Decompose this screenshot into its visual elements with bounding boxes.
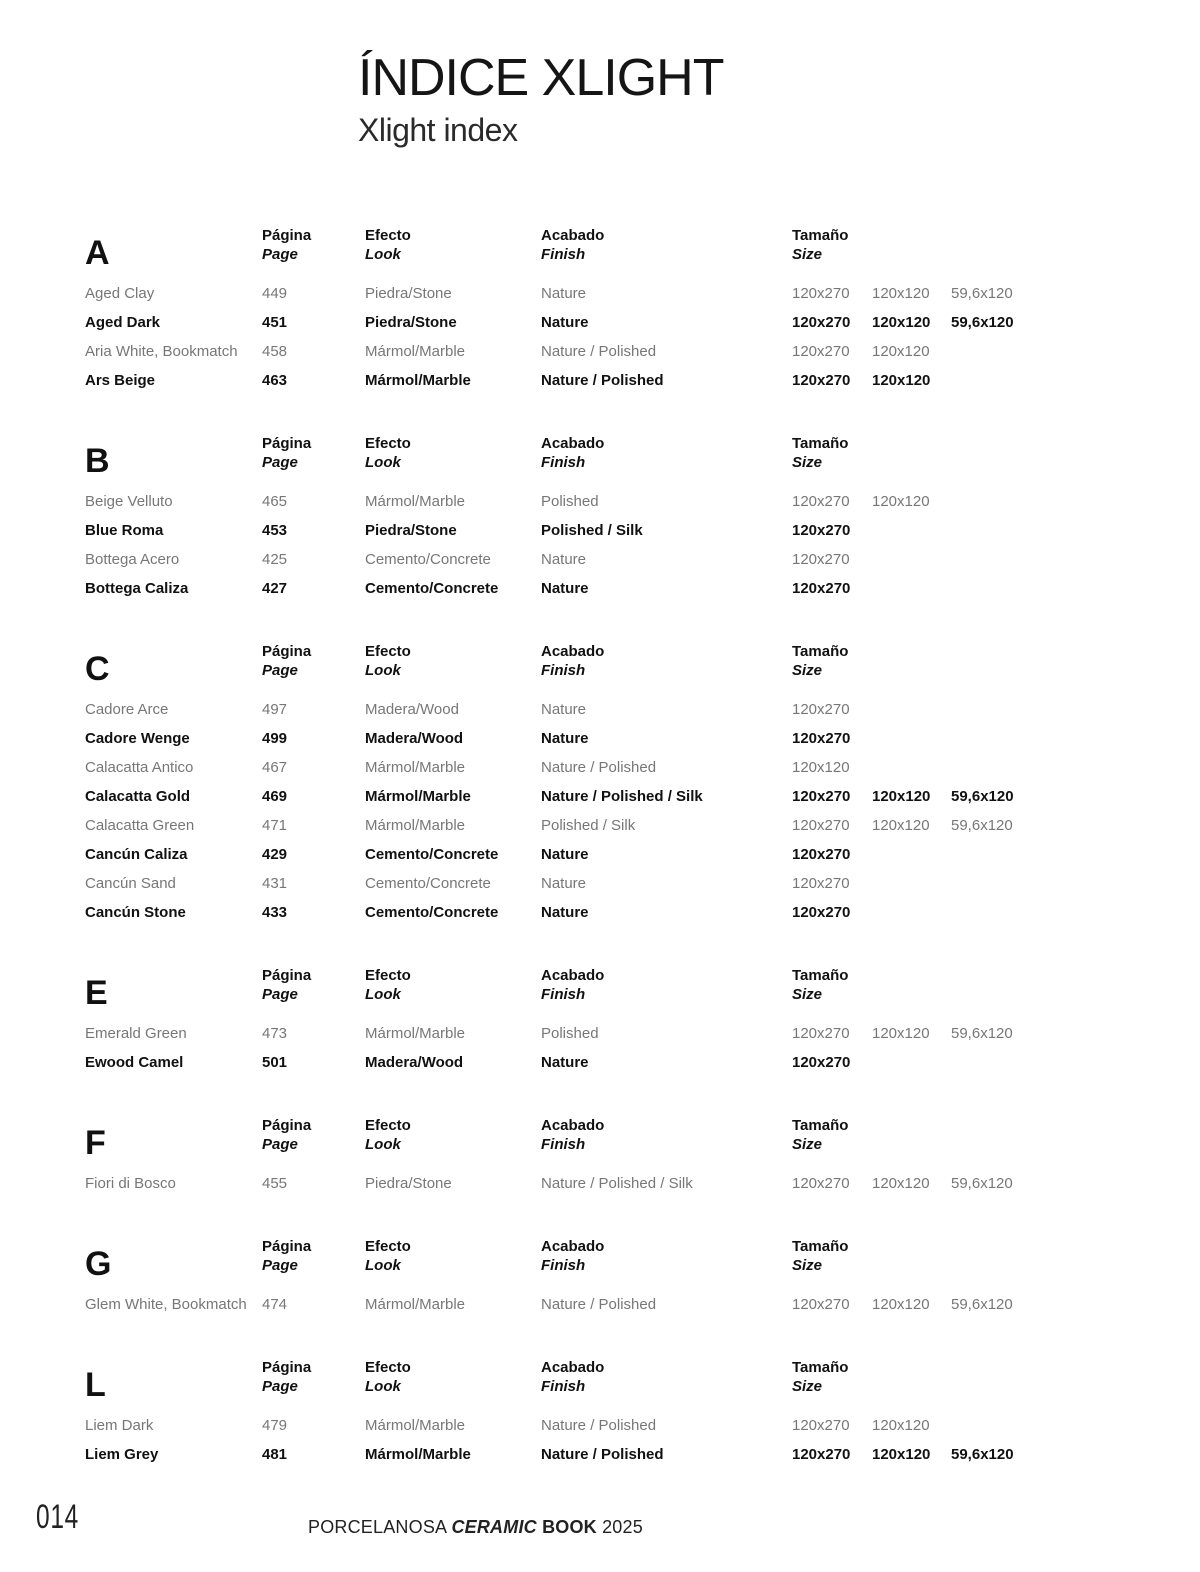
page-number-cell: 501 bbox=[262, 1054, 288, 1071]
table-row bbox=[85, 366, 1125, 395]
table-row bbox=[85, 753, 1125, 782]
table-row bbox=[85, 1048, 1125, 1077]
column-header-look bbox=[365, 1116, 411, 1154]
column-header-size bbox=[792, 642, 848, 680]
column-header-look bbox=[365, 1358, 411, 1396]
column-header-look bbox=[365, 966, 411, 1004]
page-number-cell: 481 bbox=[262, 1446, 288, 1463]
size-cell-1: 120x270 bbox=[792, 343, 850, 360]
finish-cell: Nature bbox=[541, 580, 589, 597]
column-header-page bbox=[262, 1237, 311, 1275]
size-cell-2: 120x120 bbox=[872, 1296, 930, 1313]
column-header-look-en: Look bbox=[365, 1136, 401, 1153]
size-cell-1: 120x270 bbox=[792, 580, 851, 597]
look-cell: Mármol/Marble bbox=[365, 788, 471, 805]
product-name: Aria White, Bookmatch bbox=[85, 343, 238, 360]
column-header-page-es: Página bbox=[262, 1238, 312, 1255]
page-number-cell: 497 bbox=[262, 701, 288, 718]
page-number-cell: 425 bbox=[262, 551, 288, 568]
size-cell-1: 120x270 bbox=[792, 1175, 850, 1192]
column-header-size-es: Tamaño bbox=[792, 1359, 849, 1376]
product-name: Liem Dark bbox=[85, 1417, 154, 1434]
size-cell-2: 120x120 bbox=[872, 493, 930, 510]
section-header bbox=[85, 1358, 1125, 1410]
size-cell-2: 120x120 bbox=[872, 343, 930, 360]
page-number-cell: 455 bbox=[262, 1175, 288, 1192]
column-header-page-en: Page bbox=[262, 986, 298, 1003]
table-row bbox=[85, 869, 1125, 898]
column-header-finish-en: Finish bbox=[541, 1257, 586, 1274]
page-number-cell: 433 bbox=[262, 904, 288, 921]
table-row bbox=[85, 1411, 1125, 1440]
size-cell-1: 120x270 bbox=[792, 522, 851, 539]
product-name: Aged Dark bbox=[85, 314, 161, 331]
index-section-e bbox=[85, 966, 1125, 1077]
title-block bbox=[358, 48, 724, 150]
column-header-look-en: Look bbox=[365, 662, 401, 679]
size-cell-2: 120x120 bbox=[872, 285, 930, 302]
table-row bbox=[85, 279, 1125, 308]
table-row bbox=[85, 1290, 1125, 1319]
look-cell: Cemento/Concrete bbox=[365, 580, 499, 597]
table-row bbox=[85, 487, 1125, 516]
column-header-size-es: Tamaño bbox=[792, 1238, 849, 1255]
product-name: Calacatta Antico bbox=[85, 759, 194, 776]
look-cell: Mármol/Marble bbox=[365, 343, 466, 360]
index-section-c bbox=[85, 642, 1125, 927]
section-letter: C bbox=[85, 650, 110, 688]
finish-cell: Nature bbox=[541, 551, 587, 568]
size-cell-1: 120x270 bbox=[792, 701, 850, 718]
product-name: Liem Grey bbox=[85, 1446, 159, 1463]
finish-cell: Nature bbox=[541, 904, 589, 921]
column-header-size-es: Tamaño bbox=[792, 967, 849, 984]
size-cell-3: 59,6x120 bbox=[951, 1446, 1014, 1463]
table-row bbox=[85, 695, 1125, 724]
column-header-finish-es: Acabado bbox=[541, 967, 605, 984]
finish-cell: Polished bbox=[541, 1025, 599, 1042]
size-cell-1: 120x270 bbox=[792, 1025, 850, 1042]
table-row bbox=[85, 898, 1125, 927]
column-header-finish-es: Acabado bbox=[541, 1117, 605, 1134]
section-letter: A bbox=[85, 234, 110, 272]
column-header-finish bbox=[541, 1358, 604, 1396]
section-header bbox=[85, 1237, 1125, 1289]
size-cell-2: 120x120 bbox=[872, 1175, 930, 1192]
column-header-page-es: Página bbox=[262, 1359, 312, 1376]
table-row bbox=[85, 1169, 1125, 1198]
column-header-page-en: Page bbox=[262, 1257, 298, 1274]
section-rows bbox=[85, 1169, 1125, 1198]
footer-brand-name: PORCELANOSA bbox=[308, 1517, 447, 1537]
product-name: Beige Velluto bbox=[85, 493, 173, 510]
column-header-page bbox=[262, 434, 311, 472]
column-header-finish-es: Acabado bbox=[541, 435, 605, 452]
table-row bbox=[85, 811, 1125, 840]
index-section-a bbox=[85, 226, 1125, 395]
column-header-finish-en: Finish bbox=[541, 1378, 586, 1395]
look-cell: Mármol/Marble bbox=[365, 493, 466, 510]
look-cell: Piedra/Stone bbox=[365, 314, 457, 331]
size-cell-1: 120x270 bbox=[792, 493, 850, 510]
column-header-page bbox=[262, 1358, 311, 1396]
column-header-finish-es: Acabado bbox=[541, 1359, 605, 1376]
page-number-cell: 469 bbox=[262, 788, 288, 805]
column-header-look-en: Look bbox=[365, 246, 401, 263]
page-number-cell: 449 bbox=[262, 285, 288, 302]
page-number-cell: 463 bbox=[262, 372, 288, 389]
look-cell: Cemento/Concrete bbox=[365, 904, 499, 921]
size-cell-3: 59,6x120 bbox=[951, 1175, 1013, 1192]
column-header-finish-en: Finish bbox=[541, 246, 586, 263]
section-letter: E bbox=[85, 974, 108, 1012]
footer-brand-ceramic: CERAMIC bbox=[451, 1517, 537, 1537]
column-header-page-en: Page bbox=[262, 1136, 298, 1153]
index-sections bbox=[85, 226, 1125, 1508]
finish-cell: Polished / Silk bbox=[541, 522, 643, 539]
section-header bbox=[85, 1116, 1125, 1168]
size-cell-1: 120x270 bbox=[792, 551, 850, 568]
product-name: Bottega Caliza bbox=[85, 580, 189, 597]
index-section-f bbox=[85, 1116, 1125, 1198]
column-header-look bbox=[365, 1237, 411, 1275]
page-number: 014 bbox=[36, 1498, 80, 1536]
column-header-finish-es: Acabado bbox=[541, 643, 605, 660]
finish-cell: Polished / Silk bbox=[541, 817, 636, 834]
product-name: Fiori di Bosco bbox=[85, 1175, 176, 1192]
look-cell: Piedra/Stone bbox=[365, 522, 457, 539]
look-cell: Madera/Wood bbox=[365, 1054, 464, 1071]
column-header-size-en: Size bbox=[792, 246, 823, 263]
column-header-look bbox=[365, 226, 411, 264]
size-cell-2: 120x120 bbox=[872, 817, 930, 834]
section-header bbox=[85, 966, 1125, 1018]
section-header bbox=[85, 642, 1125, 694]
page-number-cell: 467 bbox=[262, 759, 288, 776]
look-cell: Mármol/Marble bbox=[365, 1446, 471, 1463]
column-header-look-en: Look bbox=[365, 454, 401, 471]
finish-cell: Nature / Polished / Silk bbox=[541, 788, 703, 805]
column-header-size-es: Tamaño bbox=[792, 435, 849, 452]
column-header-page-en: Page bbox=[262, 246, 298, 263]
size-cell-1: 120x270 bbox=[792, 730, 851, 747]
section-header bbox=[85, 226, 1125, 278]
product-name: Ars Beige bbox=[85, 372, 156, 389]
column-header-size-en: Size bbox=[792, 454, 823, 471]
look-cell: Mármol/Marble bbox=[365, 759, 466, 776]
page-number-cell: 429 bbox=[262, 846, 288, 863]
footer-brand bbox=[308, 1517, 643, 1538]
section-rows bbox=[85, 1411, 1125, 1469]
size-cell-1: 120x270 bbox=[792, 372, 851, 389]
finish-cell: Nature bbox=[541, 285, 587, 302]
section-rows bbox=[85, 1019, 1125, 1077]
column-header-finish bbox=[541, 434, 604, 472]
size-cell-3: 59,6x120 bbox=[951, 817, 1013, 834]
column-header-size bbox=[792, 966, 848, 1004]
column-header-finish-en: Finish bbox=[541, 986, 586, 1003]
product-name: Calacatta Gold bbox=[85, 788, 191, 805]
size-cell-3: 59,6x120 bbox=[951, 1296, 1013, 1313]
finish-cell: Nature bbox=[541, 314, 589, 331]
section-rows bbox=[85, 1290, 1125, 1319]
size-cell-1: 120x120 bbox=[792, 759, 850, 776]
column-header-size-en: Size bbox=[792, 662, 823, 679]
column-header-finish-es: Acabado bbox=[541, 1238, 605, 1255]
index-section-l bbox=[85, 1358, 1125, 1469]
size-cell-1: 120x270 bbox=[792, 904, 851, 921]
table-row bbox=[85, 724, 1125, 753]
page-number-cell: 453 bbox=[262, 522, 288, 539]
column-header-page-es: Página bbox=[262, 227, 312, 244]
table-row bbox=[85, 308, 1125, 337]
column-header-size-es: Tamaño bbox=[792, 1117, 849, 1134]
size-cell-3: 59,6x120 bbox=[951, 314, 1014, 331]
column-header-finish bbox=[541, 226, 604, 264]
section-rows bbox=[85, 487, 1125, 603]
table-row bbox=[85, 840, 1125, 869]
section-letter: L bbox=[85, 1366, 106, 1404]
finish-cell: Nature bbox=[541, 1054, 589, 1071]
page-title: ÍNDICE XLIGHT bbox=[358, 49, 724, 107]
column-header-look-es: Efecto bbox=[365, 1117, 411, 1134]
column-header-size-en: Size bbox=[792, 1136, 823, 1153]
column-header-size-es: Tamaño bbox=[792, 227, 849, 244]
finish-cell: Nature / Polished / Silk bbox=[541, 1175, 693, 1192]
product-name: Calacatta Green bbox=[85, 817, 195, 834]
column-header-finish-es: Acabado bbox=[541, 227, 605, 244]
finish-cell: Nature / Polished bbox=[541, 372, 664, 389]
finish-cell: Nature / Polished bbox=[541, 343, 657, 360]
column-header-finish-en: Finish bbox=[541, 454, 586, 471]
column-header-look bbox=[365, 642, 411, 680]
size-cell-2: 120x120 bbox=[872, 1025, 930, 1042]
index-section-g bbox=[85, 1237, 1125, 1319]
look-cell: Mármol/Marble bbox=[365, 372, 471, 389]
finish-cell: Nature / Polished bbox=[541, 759, 657, 776]
size-cell-2: 120x120 bbox=[872, 372, 931, 389]
section-letter: B bbox=[85, 442, 110, 480]
product-name: Cadore Arce bbox=[85, 701, 169, 718]
page-subtitle: Xlight index bbox=[358, 112, 518, 148]
column-header-page-en: Page bbox=[262, 454, 298, 471]
column-header-page-en: Page bbox=[262, 1378, 298, 1395]
table-row bbox=[85, 1440, 1125, 1469]
column-header-finish-en: Finish bbox=[541, 1136, 586, 1153]
page-number-cell: 465 bbox=[262, 493, 288, 510]
page-number-cell: 471 bbox=[262, 817, 288, 834]
column-header-page-es: Página bbox=[262, 643, 312, 660]
page-number-cell: 431 bbox=[262, 875, 288, 892]
finish-cell: Nature / Polished bbox=[541, 1417, 657, 1434]
look-cell: Piedra/Stone bbox=[365, 1175, 452, 1192]
column-header-page-es: Página bbox=[262, 1117, 312, 1134]
look-cell: Piedra/Stone bbox=[365, 285, 452, 302]
look-cell: Mármol/Marble bbox=[365, 1025, 466, 1042]
size-cell-1: 120x270 bbox=[792, 1296, 850, 1313]
column-header-page-es: Página bbox=[262, 435, 312, 452]
column-header-size bbox=[792, 226, 848, 264]
table-row bbox=[85, 574, 1125, 603]
size-cell-1: 120x270 bbox=[792, 1446, 851, 1463]
look-cell: Mármol/Marble bbox=[365, 1296, 466, 1313]
look-cell: Mármol/Marble bbox=[365, 1417, 466, 1434]
column-header-look-es: Efecto bbox=[365, 227, 411, 244]
column-header-size bbox=[792, 434, 848, 472]
column-header-page bbox=[262, 226, 311, 264]
table-row bbox=[85, 516, 1125, 545]
column-header-size bbox=[792, 1116, 848, 1154]
size-cell-1: 120x270 bbox=[792, 1054, 851, 1071]
product-name: Cancún Sand bbox=[85, 875, 176, 892]
column-header-finish bbox=[541, 966, 604, 1004]
size-cell-2: 120x120 bbox=[872, 1446, 931, 1463]
footer-brand-book: BOOK bbox=[542, 1517, 597, 1537]
size-cell-3: 59,6x120 bbox=[951, 1025, 1013, 1042]
finish-cell: Nature bbox=[541, 701, 587, 718]
size-cell-1: 120x270 bbox=[792, 314, 851, 331]
size-cell-1: 120x270 bbox=[792, 285, 850, 302]
page-number-cell: 427 bbox=[262, 580, 288, 597]
page-number-cell: 451 bbox=[262, 314, 288, 331]
section-rows bbox=[85, 695, 1125, 927]
product-name: Ewood Camel bbox=[85, 1054, 184, 1071]
column-header-look-es: Efecto bbox=[365, 643, 411, 660]
section-letter: F bbox=[85, 1124, 106, 1162]
size-cell-2: 120x120 bbox=[872, 314, 931, 331]
column-header-size bbox=[792, 1237, 848, 1275]
size-cell-1: 120x270 bbox=[792, 875, 850, 892]
column-header-look-en: Look bbox=[365, 1257, 401, 1274]
section-rows bbox=[85, 279, 1125, 395]
page-number-cell: 473 bbox=[262, 1025, 288, 1042]
table-row bbox=[85, 337, 1125, 366]
finish-cell: Nature bbox=[541, 730, 589, 747]
finish-cell: Nature bbox=[541, 875, 587, 892]
product-name: Aged Clay bbox=[85, 285, 155, 302]
column-header-finish bbox=[541, 1116, 604, 1154]
table-row bbox=[85, 782, 1125, 811]
column-header-page-en: Page bbox=[262, 662, 298, 679]
column-header-size-en: Size bbox=[792, 1257, 823, 1274]
footer-brand-year: 2025 bbox=[602, 1517, 643, 1537]
finish-cell: Nature / Polished bbox=[541, 1296, 657, 1313]
product-name: Cancún Stone bbox=[85, 904, 186, 921]
size-cell-2: 120x120 bbox=[872, 788, 931, 805]
column-header-look-es: Efecto bbox=[365, 435, 411, 452]
product-name: Cancún Caliza bbox=[85, 846, 188, 863]
column-header-finish bbox=[541, 1237, 604, 1275]
page-number-cell: 474 bbox=[262, 1296, 288, 1313]
column-header-look-es: Efecto bbox=[365, 1359, 411, 1376]
product-name: Bottega Acero bbox=[85, 551, 180, 568]
column-header-page bbox=[262, 642, 311, 680]
page-number-cell: 479 bbox=[262, 1417, 288, 1434]
look-cell: Cemento/Concrete bbox=[365, 551, 491, 568]
size-cell-1: 120x270 bbox=[792, 846, 851, 863]
look-cell: Mármol/Marble bbox=[365, 817, 466, 834]
column-header-finish bbox=[541, 642, 604, 680]
product-name: Emerald Green bbox=[85, 1025, 187, 1042]
column-header-page bbox=[262, 966, 311, 1004]
column-header-finish-en: Finish bbox=[541, 662, 586, 679]
column-header-look-es: Efecto bbox=[365, 967, 411, 984]
page-number-cell: 458 bbox=[262, 343, 288, 360]
size-cell-3: 59,6x120 bbox=[951, 788, 1014, 805]
size-cell-1: 120x270 bbox=[792, 817, 850, 834]
table-row bbox=[85, 545, 1125, 574]
column-header-size bbox=[792, 1358, 848, 1396]
size-cell-1: 120x270 bbox=[792, 788, 851, 805]
column-header-look-en: Look bbox=[365, 986, 401, 1003]
finish-cell: Nature / Polished bbox=[541, 1446, 664, 1463]
product-name: Cadore Wenge bbox=[85, 730, 190, 747]
column-header-look-es: Efecto bbox=[365, 1238, 411, 1255]
column-header-look bbox=[365, 434, 411, 472]
column-header-page-es: Página bbox=[262, 967, 312, 984]
size-cell-3: 59,6x120 bbox=[951, 285, 1013, 302]
product-name: Glem White, Bookmatch bbox=[85, 1296, 247, 1313]
page-number-cell: 499 bbox=[262, 730, 288, 747]
column-header-size-en: Size bbox=[792, 1378, 823, 1395]
column-header-size-es: Tamaño bbox=[792, 643, 849, 660]
section-header bbox=[85, 434, 1125, 486]
product-name: Blue Roma bbox=[85, 522, 164, 539]
table-row bbox=[85, 1019, 1125, 1048]
column-header-size-en: Size bbox=[792, 986, 823, 1003]
look-cell: Madera/Wood bbox=[365, 701, 459, 718]
look-cell: Madera/Wood bbox=[365, 730, 464, 747]
column-header-look-en: Look bbox=[365, 1378, 401, 1395]
column-header-page bbox=[262, 1116, 311, 1154]
finish-cell: Polished bbox=[541, 493, 599, 510]
finish-cell: Nature bbox=[541, 846, 589, 863]
section-letter: G bbox=[85, 1245, 112, 1283]
look-cell: Cemento/Concrete bbox=[365, 875, 491, 892]
look-cell: Cemento/Concrete bbox=[365, 846, 499, 863]
size-cell-2: 120x120 bbox=[872, 1417, 930, 1434]
size-cell-1: 120x270 bbox=[792, 1417, 850, 1434]
index-section-b bbox=[85, 434, 1125, 603]
